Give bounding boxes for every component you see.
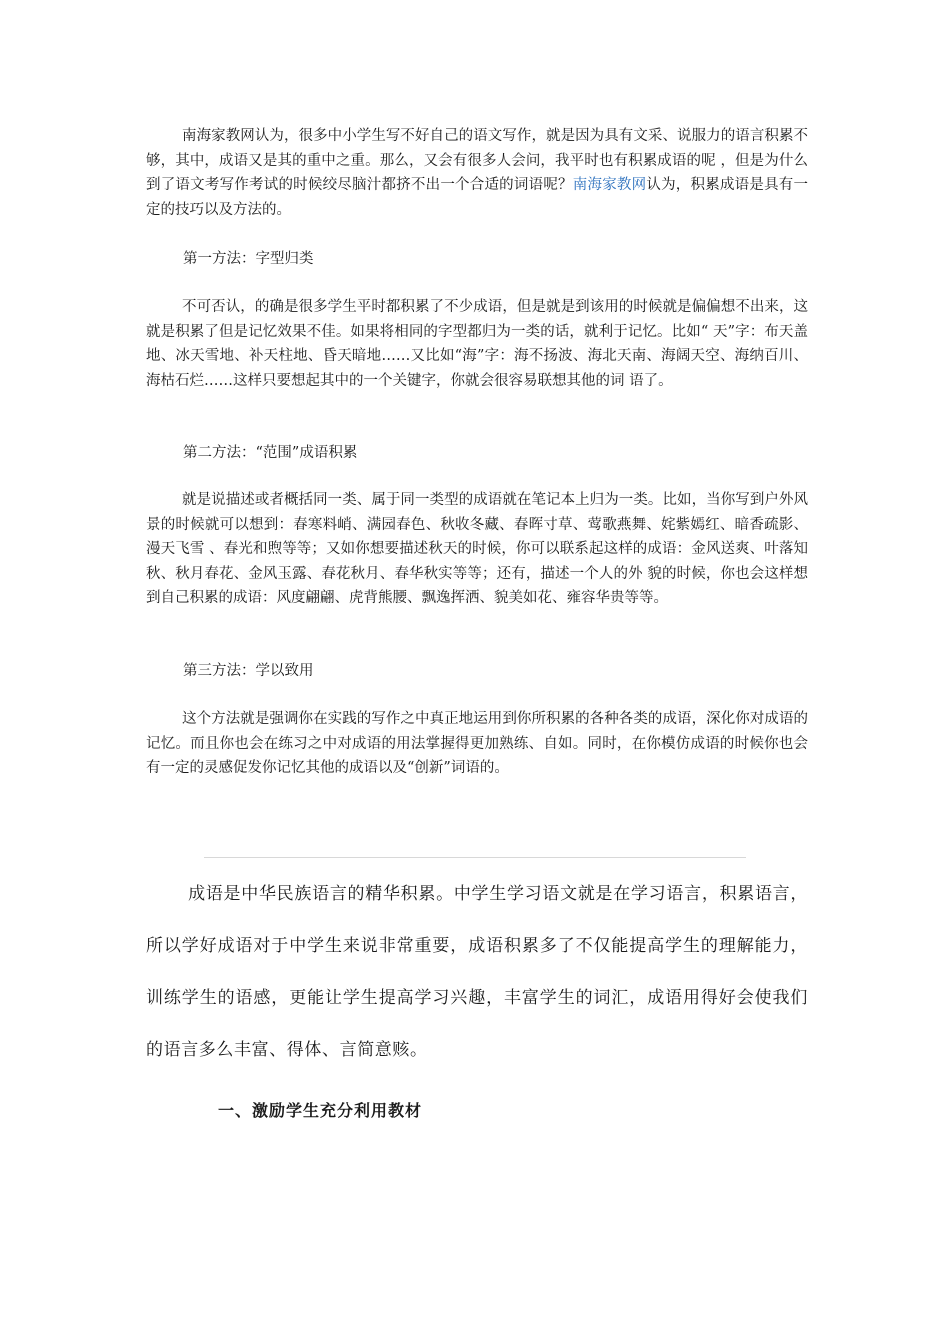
method3-heading: 第三方法：学以致用 [183,663,314,679]
method3-text: 这个方法就是强调你在实践的写作之中真正地运用到你所积累的各种各类的成语，深化你对成语的记忆。而且你也会在练习之中对成语的用法掌握得更加熟练、自如。同时，在你模仿成语的时候你也会有一定的灵感促发你记忆其他的成语以及“创新”词语的。 [146,711,808,776]
section2-heading: 一、激励学生充分利用教材 [218,1101,423,1120]
method1-paragraph [146,295,808,393]
method3-paragraph [146,707,808,781]
intro-text-end: 认为，积累成语是具有一定的技巧以及方法的。 [146,177,809,218]
method2-heading: 第二方法：“范围”成语积累 [183,445,358,461]
intro-text: 南海家教网认为，很多中小学生写不好自己的语文写作，就是因为具有文采、说服力的语言积累不够，其中，成语又是其的重中之重。那么，又会有很多人会问，我平时也有积累成语的呢 ，但是为什么到了语文考写作考试的时候绞尽脑汁都挤不出一个合适的词语呢？ [146,128,808,193]
method2-paragraph [146,488,808,611]
method2-text: 就是说描述或者概括同一类、属于同一类型的成语就在笔记本上归为一类。比如，当你写到户外风景的时候就可以想到：春寒料峭、满园春色、秋收冬藏、春晖寸草、莺歌燕舞、姹紫嫣红、暗香疏影、漫天飞雪 、春光和煦等等；又如你想要描述秋天的时候，你可以联系起这样的成语：金风送爽、叶落知秋、秋月春花、金风玉露、春花秋月、春华秋实等等；还有，描述一个人的外 貌的时候，你也会这样想到自己积累的成语：风度翩翩、虎背熊腰、飘逸挥洒、貌美如花、雍容华贵等等。 [146,492,808,606]
nanhai-jiajiao-link[interactable]: 南海家教网 [572,177,647,193]
section-divider [204,857,746,858]
method1-text: 不可否认，的确是很多学生平时都积累了不少成语，但是就是到该用的时候就是偏偏想不出来，这就是积累了但是记忆效果不佳。如果将相同的字型都归为一类的话，就利于记忆。比如“ 天”字：布天盖地、冰天雪地、补天柱地、昏天暗地……又比如“海”字：海不扬波、海北天南、海阔天空、海纳百川、海枯石烂……这样只要想起其中的一个关键字，你就会很容易联想其他的词 语了。 [146,299,808,389]
intro-paragraph [146,124,808,222]
section2-text: 成语是中华民族语言的精华积累。中学生学习语文就是在学习语言，积累语言，所以学好成语对于中学生来说非常重要，成语积累多了不仅能提高学生的理解能力，训练学生的语感，更能让学生提高学习兴趣，丰富学生的词汇，成语用得好会使我们的语言多么丰富、得体、言简意赅。 [146,884,808,1060]
method1-heading: 第一方法：字型归类 [183,251,314,267]
section2-paragraph [146,868,808,1076]
